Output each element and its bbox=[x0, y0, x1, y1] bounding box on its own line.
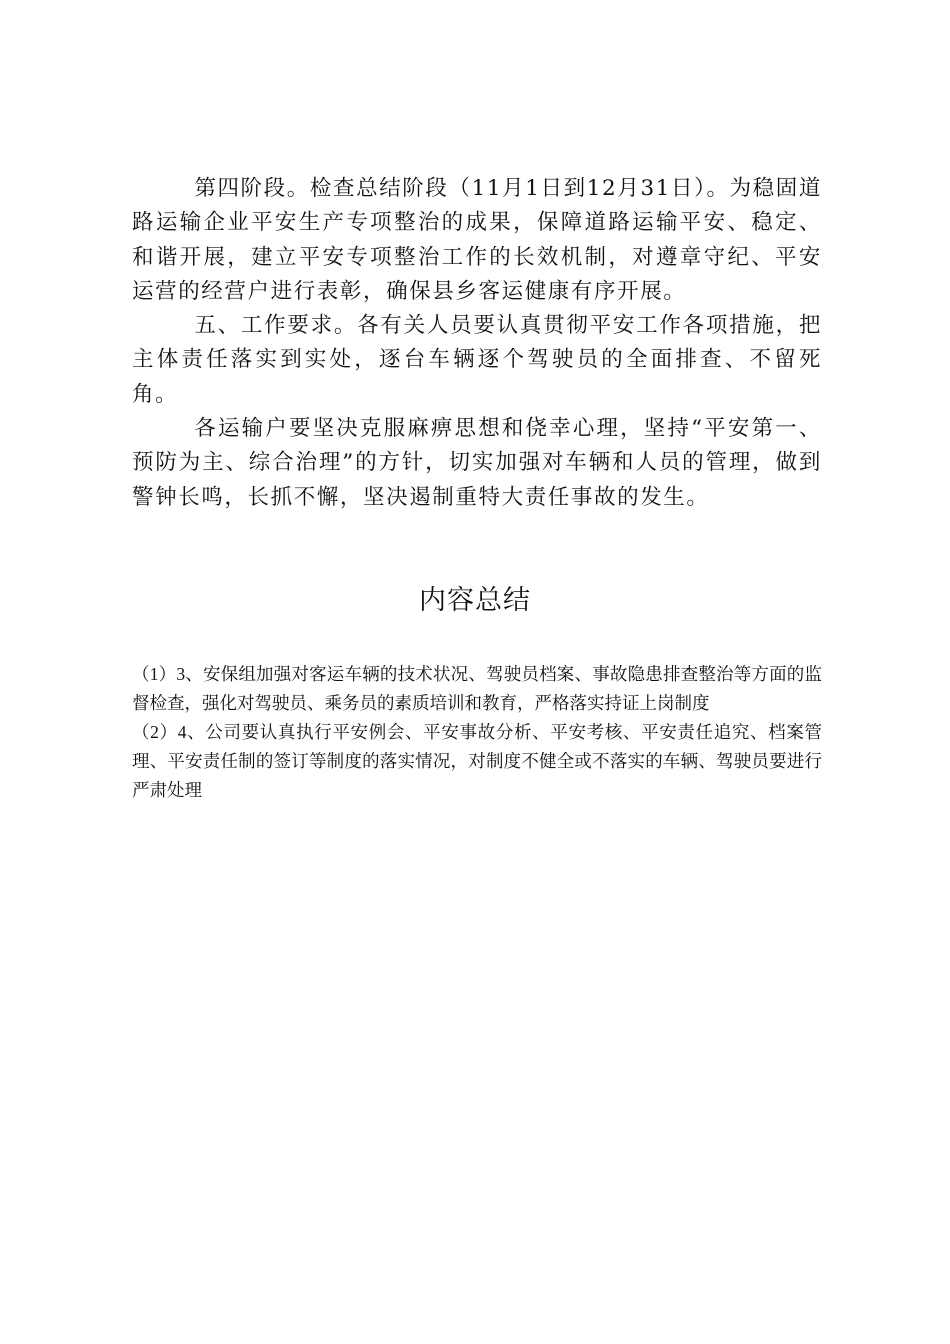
summary-list bbox=[132, 660, 822, 805]
summary-item-2: （2）4、公司要认真执行平安例会、平安事故分析、平安考核、平安责任追究、档案管理、平安责任制的签订等制度的落实情况，对制度不健全或不落实的车辆、驾驶员要进行严肃处理 bbox=[132, 722, 822, 800]
summary-title: 内容总结 bbox=[419, 585, 531, 615]
paragraph-stage-four: 第四阶段。检查总结阶段（11月1日到12月31日）。为稳固道路运输企业平安生产专项整治的成果，保障道路运输平安、稳定、和谐开展，建立平安专项整治工作的长效机制，对遵章守纪、平安运营的经营户进行表彰，确保县乡客运健康有序开展。 bbox=[132, 176, 822, 304]
paragraph-operators: 各运输户要坚决克服麻痹思想和侥幸心理，坚持“平安第一、预防为主、综合治理”的方针，切实加强对车辆和人员的管理，做到警钟长鸣，长抓不懈，坚决遏制重特大责任事故的发生。 bbox=[132, 416, 822, 510]
body-text bbox=[132, 172, 822, 515]
paragraph-work-requirements: 五、工作要求。各有关人员要认真贯彻平安工作各项措施，把主体责任落实到实处，逐台车辆逐个驾驶员的全面排查、不留死角。 bbox=[132, 313, 822, 407]
summary-item-1: （1）3、安保组加强对客运车辆的技术状况、驾驶员档案、事故隐患排查整治等方面的监督检查，强化对驾驶员、乘务员的素质培训和教育，严格落实持证上岗制度 bbox=[132, 664, 822, 713]
